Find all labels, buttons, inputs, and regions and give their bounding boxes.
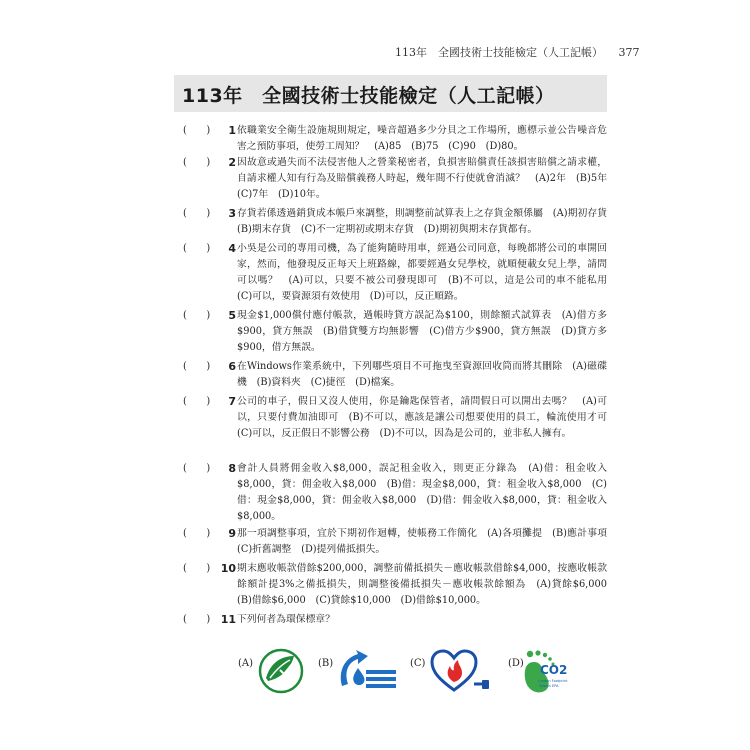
running-header — [395, 44, 640, 60]
question-text: 因故意或過失而不法侵害他人之營業秘密者，負損害賠償責任該損害賠償之請求權，自請求權人知有行為及賠償義務人時起，幾年間不行使就會消滅？ (A)2年 (B)5年 (C)7年 (D)10年。 — [237, 157, 617, 200]
question-number: 3 — [228, 207, 236, 220]
question-number: 5 — [228, 309, 236, 322]
water-drop-mark-icon[interactable] — [336, 648, 398, 694]
answer-blank[interactable]: ( ) — [183, 243, 211, 254]
answer-blank[interactable]: ( ) — [183, 528, 211, 539]
question-text: 依職業安全衛生設施規則規定，噪音超過多少分貝之工作場所，應標示並公告噪音危害之預防事項，使勞工周知？ (A)85 (B)75 (C)90 (D)80。 — [237, 125, 607, 152]
question-text: 期末應收帳款借餘$200,000，調整前備抵損失－應收帳款借餘$4,000，按應收帳款餘額計提3%之備抵損失，則調整後備抵損失－應收帳款餘額為 (A)貸餘$6,000 (B)借餘$6,000 (C)貸餘$10,000 (D)借餘$10,000。 — [237, 563, 617, 606]
question-number: 11 — [220, 613, 236, 626]
section-title: 113年 全國技術士技能檢定（人工記帳） — [182, 85, 555, 107]
question-text: 現金$1,000償付應付帳款，過帳時貸方誤記為$100，則餘額式試算表 (A)借方多$900，貸方無誤 (B)借貸雙方均無影響 (C)借方少$900，貸方無誤 (D)貸方多$900，借方無誤。 — [237, 310, 607, 353]
question-number: 7 — [228, 395, 236, 408]
question-text: 公司的車子，假日又沒人使用，你是鑰匙保管者，請問假日可以開出去嗎？ (A)可以，只要付費加油即可 (B)不可以，應該是讓公司想要使用的員工，輪流使用才可 (C)可以，反正假日不影響公務 (D)不可以，因為是公司的，並非私人擁有。 — [237, 396, 617, 439]
question-text: 下列何者為環保標章？ — [237, 614, 335, 625]
answer-blank[interactable]: ( ) — [183, 157, 211, 168]
question-text: 在Windows作業系統中，下列哪些項目不可拖曳至資源回收筒而將其刪除 (A)磁碟機 (B)資料夾 (C)捷徑 (D)檔案。 — [237, 361, 607, 388]
option-a-label[interactable]: (A) — [238, 658, 254, 669]
question-number: 10 — [220, 562, 236, 575]
page-number: 377 — [618, 46, 640, 59]
co2-text: CO2 — [540, 663, 568, 677]
answer-blank[interactable]: ( ) — [183, 125, 211, 136]
question-text: 小吳是公司的專用司機，為了能夠隨時用車，經過公司同意，每晚都將公司的車開回家，然而，他發現反正每天上班路線，都要經過女兒學校，就順便載女兒上學，請問可以嗎？ (A)可以，只要不被公司發現即可 (B)不可以，這是公司的車不能私用 (C)可以，要資源須有效使用 (D)可以，反正順路。 — [237, 243, 617, 302]
question-text: 會計人員將佣金收入$8,000，誤記租金收入，則更正分錄為 (A)借：租金收入$8,000，貸：佣金收入$8,000 (B)借：現金$8,000，貸：租金收入$8,000 (C)借：現金$8,000，貸：佣金收入$8,000 (D)借：佣金收入$8,000，貸：租金收入$8,000。 — [237, 463, 607, 522]
option-c-label[interactable]: (C) — [410, 658, 426, 669]
question-number: 1 — [228, 124, 236, 137]
answer-blank[interactable]: ( ) — [183, 614, 211, 625]
answer-blank[interactable]: ( ) — [183, 208, 211, 219]
question-text: 那一項調整事項，宜於下期初作迴轉，使帳務工作簡化 (A)各項攤提 (B)應計事項 (C)折舊調整 (D)提列備抵損失。 — [237, 528, 617, 555]
answer-blank[interactable]: ( ) — [183, 463, 211, 474]
option-b-label[interactable]: (B) — [318, 658, 334, 669]
answer-blank[interactable]: ( ) — [183, 563, 211, 574]
answer-options — [0, 648, 750, 698]
co2-footprint-logo[interactable] — [520, 648, 570, 700]
question-number: 8 — [228, 462, 236, 475]
question-number: 9 — [228, 527, 236, 540]
green-mark-icon[interactable] — [258, 648, 304, 694]
answer-blank[interactable]: ( ) — [183, 361, 211, 372]
answer-blank[interactable]: ( ) — [183, 396, 211, 407]
option-d-label[interactable]: (D) — [508, 658, 524, 669]
heart-flame-plug-icon[interactable] — [430, 648, 492, 694]
running-title: 113年 全國技術士技能檢定（人工記帳） — [395, 46, 603, 59]
question-number: 4 — [228, 242, 236, 255]
co2-caption-line1: Carbon Footprint — [538, 679, 568, 683]
question-number: 2 — [228, 156, 236, 169]
answer-blank[interactable]: ( ) — [183, 310, 211, 321]
co2-caption-line2: Taiwan EPA — [539, 684, 559, 688]
section-title-bar — [174, 75, 607, 112]
question-number: 6 — [228, 360, 236, 373]
question-text: 存貨若係透過銷貨成本帳戶來調整，則調整前試算表上之存貨金額係屬 (A)期初存貨 (B)期末存貨 (C)不一定期初或期末存貨 (D)期初與期末存貨都有。 — [237, 208, 617, 235]
